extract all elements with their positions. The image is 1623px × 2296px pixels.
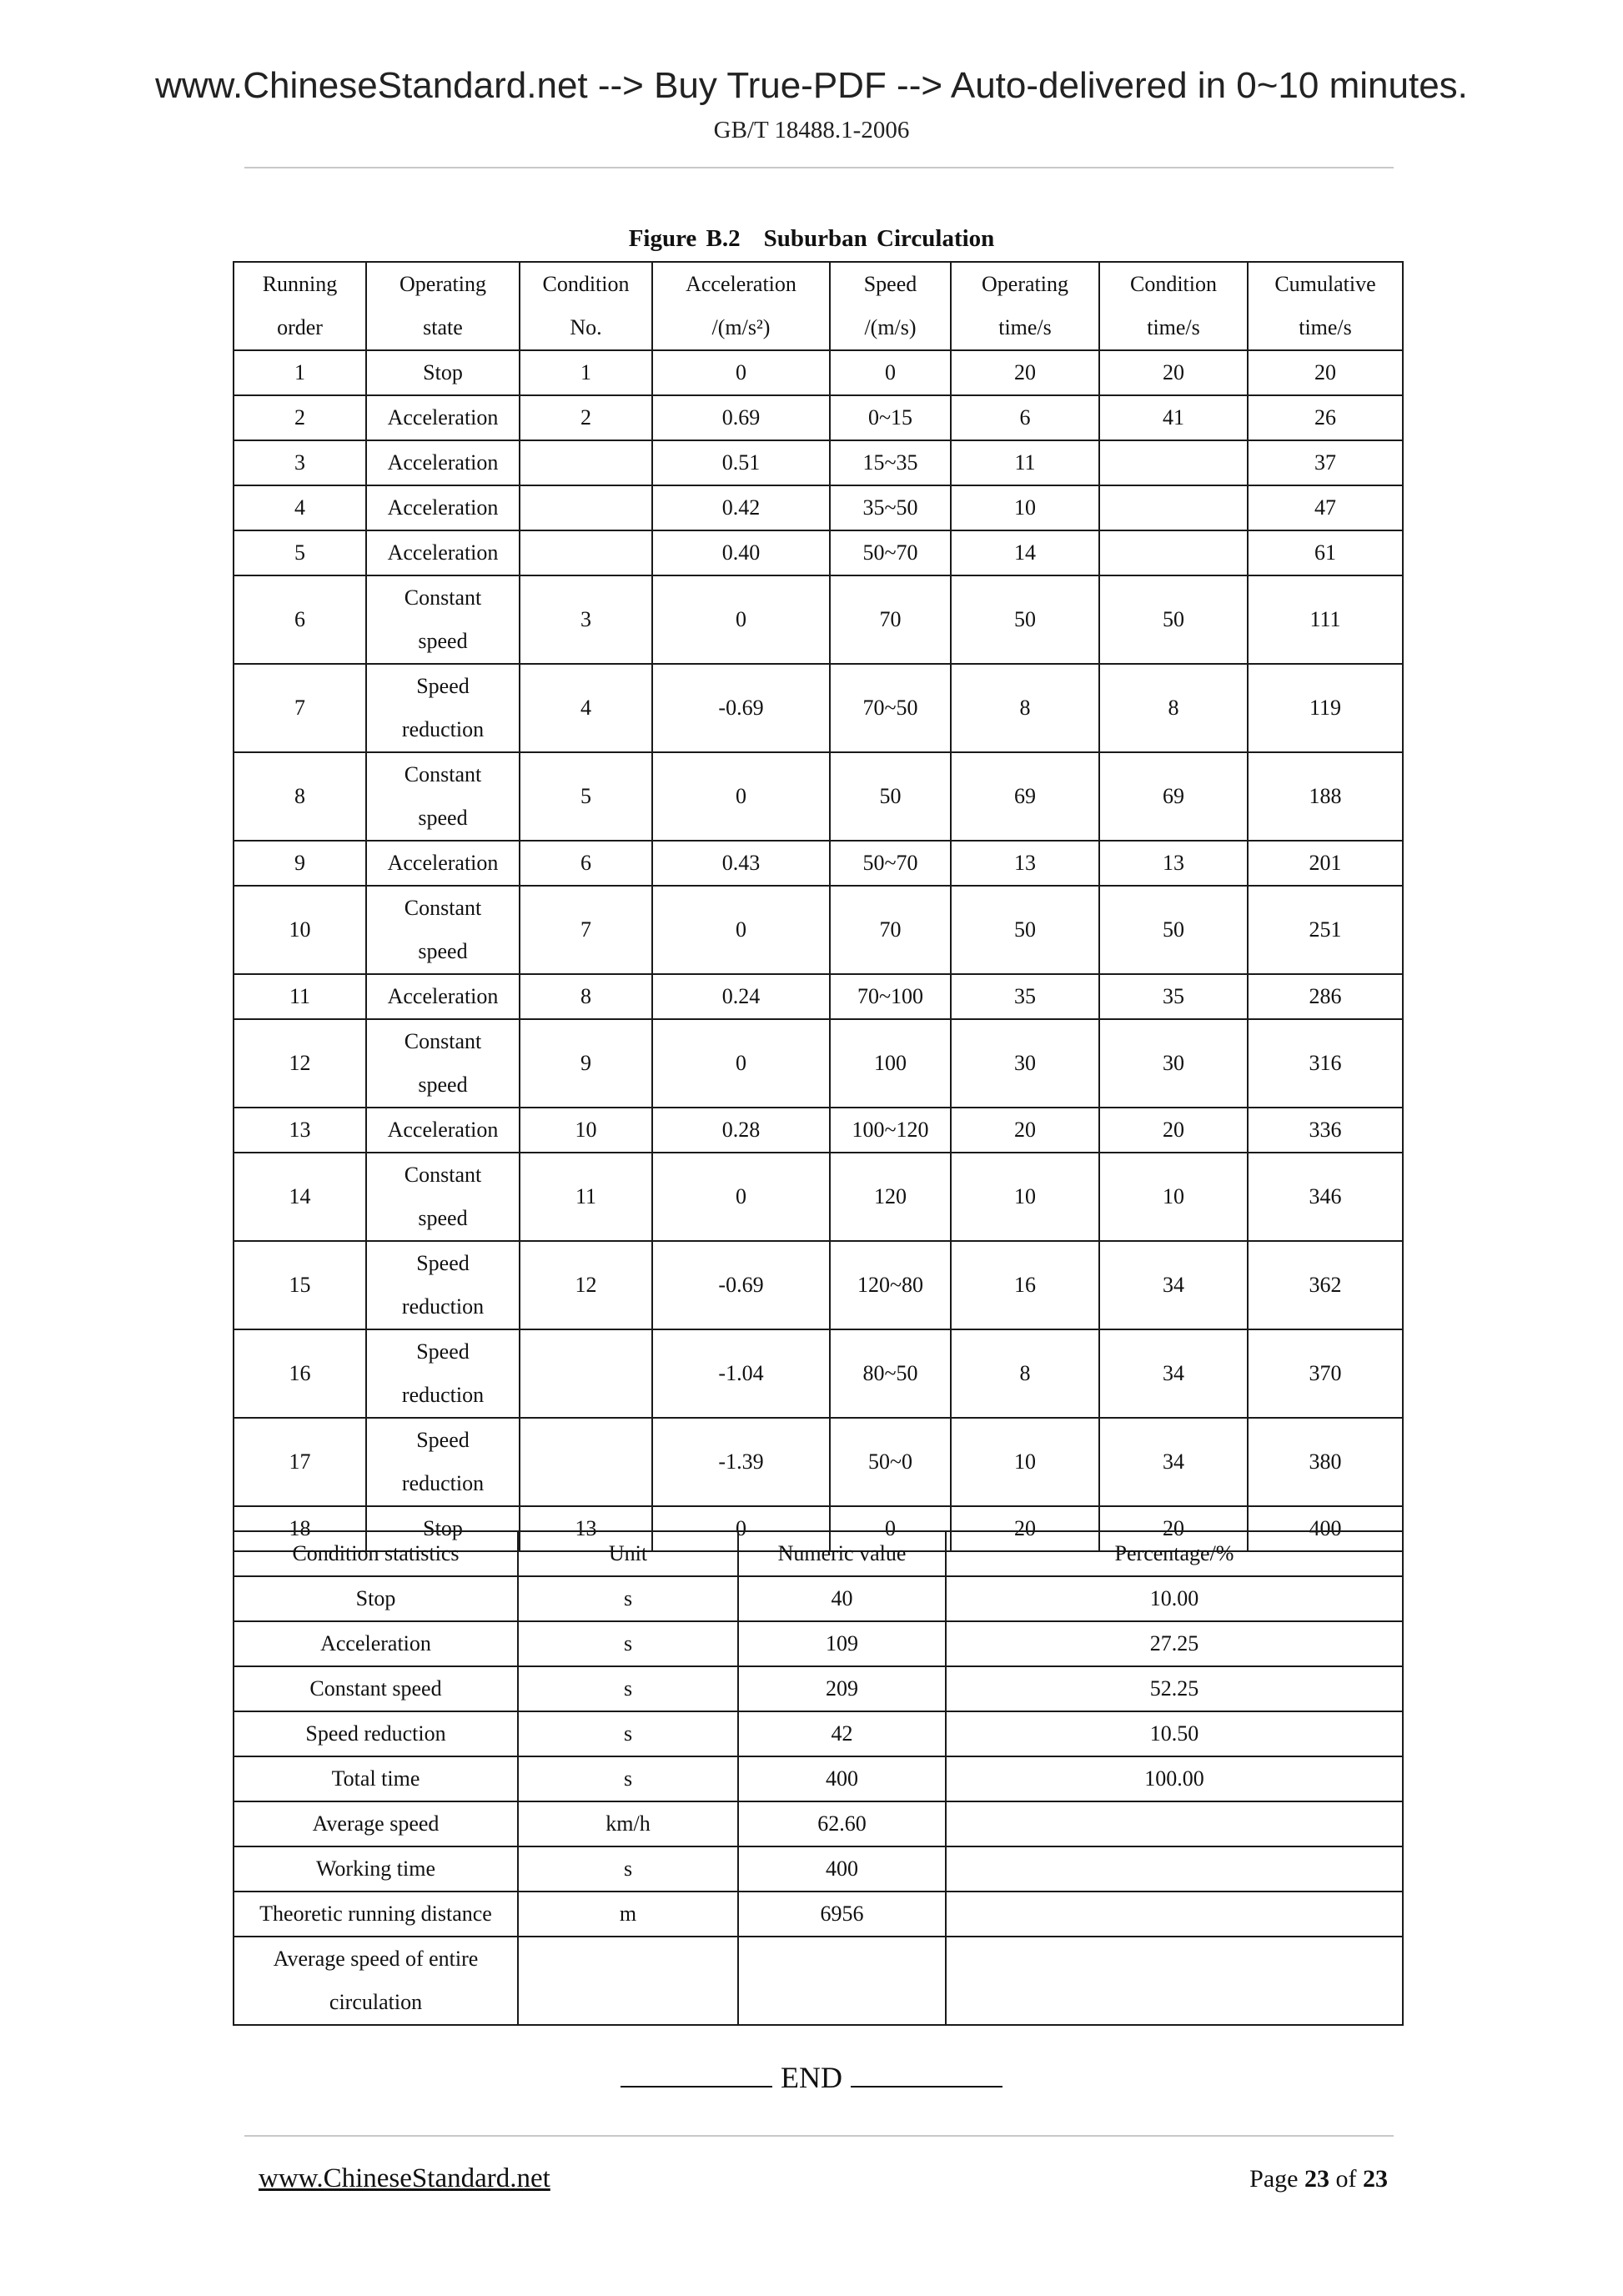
stats-cell-value: 109 [738, 1621, 946, 1666]
stats-cell-value [738, 1937, 946, 2025]
header-cumulative-time: Cumulative time/s [1248, 262, 1403, 350]
cell-cumulative-time: 370 [1248, 1329, 1403, 1418]
stats-cell-unit: s [518, 1711, 738, 1756]
stats-row [234, 1892, 1403, 1937]
cell-condition-no: 4 [520, 664, 652, 752]
cell-cumulative-time: 111 [1248, 575, 1403, 664]
cell-condition-no: 9 [520, 1019, 652, 1108]
stats-cell-percentage [946, 1846, 1403, 1892]
cell-condition-no: 11 [520, 1153, 652, 1241]
cell-condition-no [520, 485, 652, 530]
header-speed: Speed /(m/s) [830, 262, 951, 350]
cell-operating-state: Acceleration [366, 1108, 520, 1153]
table-row [234, 974, 1403, 1019]
end-dash-left [621, 2062, 772, 2088]
stats-cell-value: 400 [738, 1756, 946, 1801]
cell-running-order: 7 [234, 664, 366, 752]
cell-condition-time: 20 [1099, 1506, 1248, 1551]
cell-running-order: 17 [234, 1418, 366, 1506]
figure-title [0, 225, 1623, 253]
stats-cell-condition: Working time [234, 1846, 518, 1892]
cell-operating-time: 30 [951, 1019, 1099, 1108]
table-row [234, 575, 1403, 664]
cell-operating-time: 20 [951, 1108, 1099, 1153]
stats-cell-percentage [946, 1801, 1403, 1846]
table-row [234, 1418, 1403, 1506]
cell-cumulative-time: 20 [1248, 350, 1403, 395]
cell-condition-time: 20 [1099, 1108, 1248, 1153]
stats-cell-percentage: 27.25 [946, 1621, 1403, 1666]
stats-header-row [234, 1531, 1403, 1576]
stats-cell-condition: Speed reduction [234, 1711, 518, 1756]
cell-operating-state: Constant speed [366, 575, 520, 664]
cell-speed: 15~35 [830, 440, 951, 485]
cell-running-order: 12 [234, 1019, 366, 1108]
stats-cell-percentage [946, 1937, 1403, 2025]
cell-cumulative-time: 380 [1248, 1418, 1403, 1506]
cell-operating-time: 16 [951, 1241, 1099, 1329]
cell-operating-state: Constant speed [366, 886, 520, 974]
cycle-table [233, 261, 1404, 1552]
cell-operating-state: Acceleration [366, 530, 520, 575]
cell-condition-no: 12 [520, 1241, 652, 1329]
table-header-row [234, 262, 1403, 350]
cell-condition-no [520, 440, 652, 485]
stats-row [234, 1621, 1403, 1666]
cell-condition-no: 3 [520, 575, 652, 664]
stats-cell-condition: Acceleration [234, 1621, 518, 1666]
stats-row [234, 1576, 1403, 1621]
cell-condition-no [520, 1418, 652, 1506]
cell-speed: 35~50 [830, 485, 951, 530]
cell-acceleration: -1.04 [652, 1329, 830, 1418]
table-row [234, 1241, 1403, 1329]
cell-speed: 50 [830, 752, 951, 841]
cell-running-order: 1 [234, 350, 366, 395]
stats-header-condition: Condition statistics [234, 1531, 518, 1576]
cell-running-order: 3 [234, 440, 366, 485]
cell-operating-time: 11 [951, 440, 1099, 485]
cell-operating-state: Speed reduction [366, 1241, 520, 1329]
cell-running-order: 16 [234, 1329, 366, 1418]
cell-operating-time: 10 [951, 1153, 1099, 1241]
cell-condition-time: 35 [1099, 974, 1248, 1019]
table-row [234, 664, 1403, 752]
stats-cell-unit: s [518, 1576, 738, 1621]
cell-condition-time: 50 [1099, 886, 1248, 974]
table-row [234, 1019, 1403, 1108]
cell-operating-time: 13 [951, 841, 1099, 886]
cell-condition-time: 69 [1099, 752, 1248, 841]
cell-running-order: 15 [234, 1241, 366, 1329]
stats-cell-unit [518, 1937, 738, 2025]
table-row [234, 440, 1403, 485]
cell-cumulative-time: 37 [1248, 440, 1403, 485]
stats-cell-percentage: 10.00 [946, 1576, 1403, 1621]
cell-condition-no: 2 [520, 395, 652, 440]
cell-operating-time: 50 [951, 886, 1099, 974]
header-condition-no: Condition No. [520, 262, 652, 350]
cell-cumulative-time: 400 [1248, 1506, 1403, 1551]
header-acceleration: Acceleration /(m/s²) [652, 262, 830, 350]
stats-cell-condition: Average speed of entire circulation [234, 1937, 518, 2025]
cell-running-order: 6 [234, 575, 366, 664]
cell-condition-no: 10 [520, 1108, 652, 1153]
cell-running-order: 10 [234, 886, 366, 974]
page-number [1249, 2165, 1388, 2193]
stats-cell-unit: s [518, 1666, 738, 1711]
cell-acceleration: 0.69 [652, 395, 830, 440]
cell-cumulative-time: 346 [1248, 1153, 1403, 1241]
cell-speed: 100 [830, 1019, 951, 1108]
cell-condition-time: 30 [1099, 1019, 1248, 1108]
table-row [234, 1153, 1403, 1241]
cell-acceleration: 0 [652, 1019, 830, 1108]
header-condition-time: Condition time/s [1099, 262, 1248, 350]
cell-speed: 0 [830, 350, 951, 395]
stats-cell-percentage: 10.50 [946, 1711, 1403, 1756]
page-current: 23 [1304, 2165, 1329, 2193]
cell-condition-time: 34 [1099, 1241, 1248, 1329]
cell-operating-time: 8 [951, 1329, 1099, 1418]
cell-operating-time: 50 [951, 575, 1099, 664]
cell-operating-time: 20 [951, 1506, 1099, 1551]
cell-condition-no: 1 [520, 350, 652, 395]
table-row [234, 1329, 1403, 1418]
cell-condition-time [1099, 440, 1248, 485]
cell-cumulative-time: 201 [1248, 841, 1403, 886]
cell-condition-time: 50 [1099, 575, 1248, 664]
cell-acceleration: 0 [652, 886, 830, 974]
stats-cell-condition: Stop [234, 1576, 518, 1621]
cell-acceleration: 0.43 [652, 841, 830, 886]
page-separator: of [1335, 2165, 1357, 2193]
stats-header-percentage: Percentage/% [946, 1531, 1403, 1576]
page-total: 23 [1363, 2165, 1388, 2193]
cell-running-order: 14 [234, 1153, 366, 1241]
cell-running-order: 2 [234, 395, 366, 440]
cell-acceleration: 0.51 [652, 440, 830, 485]
stats-header-value: Numeric value [738, 1531, 946, 1576]
cell-condition-no: 13 [520, 1506, 652, 1551]
cell-speed: 80~50 [830, 1329, 951, 1418]
stats-cell-value: 400 [738, 1846, 946, 1892]
cell-speed: 0~15 [830, 395, 951, 440]
cell-operating-time: 20 [951, 350, 1099, 395]
stats-cell-condition: Average speed [234, 1801, 518, 1846]
cell-cumulative-time: 47 [1248, 485, 1403, 530]
figure-label: Figure B.2 [628, 225, 741, 252]
cell-condition-no: 8 [520, 974, 652, 1019]
table-row [234, 1108, 1403, 1153]
cell-condition-time [1099, 530, 1248, 575]
table-row [234, 350, 1403, 395]
stats-cell-unit: s [518, 1846, 738, 1892]
cell-acceleration: 0 [652, 350, 830, 395]
footer-site-link[interactable]: www.ChineseStandard.net [259, 2163, 550, 2193]
stats-row [234, 1756, 1403, 1801]
cell-operating-state: Constant speed [366, 1019, 520, 1108]
cell-running-order: 9 [234, 841, 366, 886]
stats-row [234, 1937, 1403, 2025]
cell-operating-time: 10 [951, 1418, 1099, 1506]
stats-row [234, 1666, 1403, 1711]
stats-cell-condition: Total time [234, 1756, 518, 1801]
cell-running-order: 8 [234, 752, 366, 841]
stats-cell-percentage: 52.25 [946, 1666, 1403, 1711]
stats-cell-percentage [946, 1892, 1403, 1937]
stats-cell-value: 6956 [738, 1892, 946, 1937]
cell-operating-state: Speed reduction [366, 1329, 520, 1418]
cell-cumulative-time: 286 [1248, 974, 1403, 1019]
cell-cumulative-time: 119 [1248, 664, 1403, 752]
cell-speed: 70 [830, 575, 951, 664]
cell-operating-time: 8 [951, 664, 1099, 752]
cell-condition-no [520, 1329, 652, 1418]
cell-operating-time: 14 [951, 530, 1099, 575]
header-operating-state: Operating state [366, 262, 520, 350]
cell-cumulative-time: 316 [1248, 1019, 1403, 1108]
cell-operating-state: Constant speed [366, 1153, 520, 1241]
standard-code: GB/T 18488.1-2006 [713, 117, 910, 143]
cell-speed: 120~80 [830, 1241, 951, 1329]
cell-acceleration: -0.69 [652, 664, 830, 752]
table-row [234, 530, 1403, 575]
stats-cell-unit: km/h [518, 1801, 738, 1846]
cell-speed: 70~100 [830, 974, 951, 1019]
cell-condition-no: 7 [520, 886, 652, 974]
top-banner[interactable]: www.ChineseStandard.net --> Buy True-PDF --> Auto-delivered in 0~10 minutes. [155, 65, 1468, 106]
stats-cell-value: 62.60 [738, 1801, 946, 1846]
cell-speed: 100~120 [830, 1108, 951, 1153]
cell-operating-state: Acceleration [366, 485, 520, 530]
cell-cumulative-time: 336 [1248, 1108, 1403, 1153]
cell-acceleration: 0 [652, 575, 830, 664]
header-running-order: Running order [234, 262, 366, 350]
table-row [234, 752, 1403, 841]
end-text: END [781, 2061, 842, 2094]
cell-running-order: 4 [234, 485, 366, 530]
cell-condition-time: 8 [1099, 664, 1248, 752]
stats-cell-condition: Theoretic running distance [234, 1892, 518, 1937]
cell-acceleration: -1.39 [652, 1418, 830, 1506]
cell-condition-time: 34 [1099, 1418, 1248, 1506]
cell-condition-time: 20 [1099, 350, 1248, 395]
cell-acceleration: 0.24 [652, 974, 830, 1019]
table-row [234, 841, 1403, 886]
cell-operating-time: 6 [951, 395, 1099, 440]
header-operating-time: Operating time/s [951, 262, 1099, 350]
cell-cumulative-time: 362 [1248, 1241, 1403, 1329]
footer-divider [244, 2135, 1394, 2137]
cell-speed: 50~70 [830, 530, 951, 575]
condition-statistics-table [233, 1530, 1404, 2026]
cell-condition-no: 5 [520, 752, 652, 841]
stats-row [234, 1711, 1403, 1756]
stats-cell-value: 40 [738, 1576, 946, 1621]
cell-cumulative-time: 188 [1248, 752, 1403, 841]
cell-condition-no [520, 530, 652, 575]
stats-header-unit: Unit [518, 1531, 738, 1576]
cell-operating-state: Acceleration [366, 841, 520, 886]
cell-running-order: 5 [234, 530, 366, 575]
cell-condition-time: 34 [1099, 1329, 1248, 1418]
cell-operating-state: Speed reduction [366, 664, 520, 752]
figure-name: Suburban Circulation [763, 225, 995, 252]
cell-speed: 70~50 [830, 664, 951, 752]
cell-acceleration: 0 [652, 752, 830, 841]
cell-acceleration: 0.28 [652, 1108, 830, 1153]
cell-operating-time: 35 [951, 974, 1099, 1019]
cell-operating-time: 10 [951, 485, 1099, 530]
cell-acceleration: 0 [652, 1153, 830, 1241]
cell-operating-time: 69 [951, 752, 1099, 841]
cell-speed: 0 [830, 1506, 951, 1551]
end-dash-right [851, 2062, 1002, 2088]
cell-speed: 120 [830, 1153, 951, 1241]
cell-operating-state: Constant speed [366, 752, 520, 841]
stats-cell-condition: Constant speed [234, 1666, 518, 1711]
cell-cumulative-time: 251 [1248, 886, 1403, 974]
stats-cell-value: 42 [738, 1711, 946, 1756]
cell-operating-state: Stop [366, 1506, 520, 1551]
cell-cumulative-time: 61 [1248, 530, 1403, 575]
cell-running-order: 18 [234, 1506, 366, 1551]
cell-condition-time: 13 [1099, 841, 1248, 886]
cell-operating-state: Stop [366, 350, 520, 395]
table-row [234, 395, 1403, 440]
stats-row [234, 1846, 1403, 1892]
cell-acceleration: 0.40 [652, 530, 830, 575]
stats-cell-unit: s [518, 1756, 738, 1801]
cell-cumulative-time: 26 [1248, 395, 1403, 440]
cell-operating-state: Speed reduction [366, 1418, 520, 1506]
cell-operating-state: Acceleration [366, 440, 520, 485]
cell-operating-state: Acceleration [366, 395, 520, 440]
cell-running-order: 13 [234, 1108, 366, 1153]
cell-acceleration: -0.69 [652, 1241, 830, 1329]
cell-condition-time: 10 [1099, 1153, 1248, 1241]
cell-speed: 50~0 [830, 1418, 951, 1506]
table-row [234, 485, 1403, 530]
cell-condition-no: 6 [520, 841, 652, 886]
stats-cell-value: 209 [738, 1666, 946, 1711]
cell-condition-time [1099, 485, 1248, 530]
stats-cell-percentage: 100.00 [946, 1756, 1403, 1801]
end-marker [0, 2060, 1623, 2095]
cell-speed: 70 [830, 886, 951, 974]
cell-acceleration: 0.42 [652, 485, 830, 530]
cell-speed: 50~70 [830, 841, 951, 886]
cell-operating-state: Acceleration [366, 974, 520, 1019]
header-divider [244, 167, 1394, 168]
cell-condition-time: 41 [1099, 395, 1248, 440]
stats-cell-unit: s [518, 1621, 738, 1666]
stats-row [234, 1801, 1403, 1846]
stats-cell-unit: m [518, 1892, 738, 1937]
cell-running-order: 11 [234, 974, 366, 1019]
table-row [234, 886, 1403, 974]
page-prefix: Page [1249, 2165, 1299, 2193]
cell-acceleration: 0 [652, 1506, 830, 1551]
